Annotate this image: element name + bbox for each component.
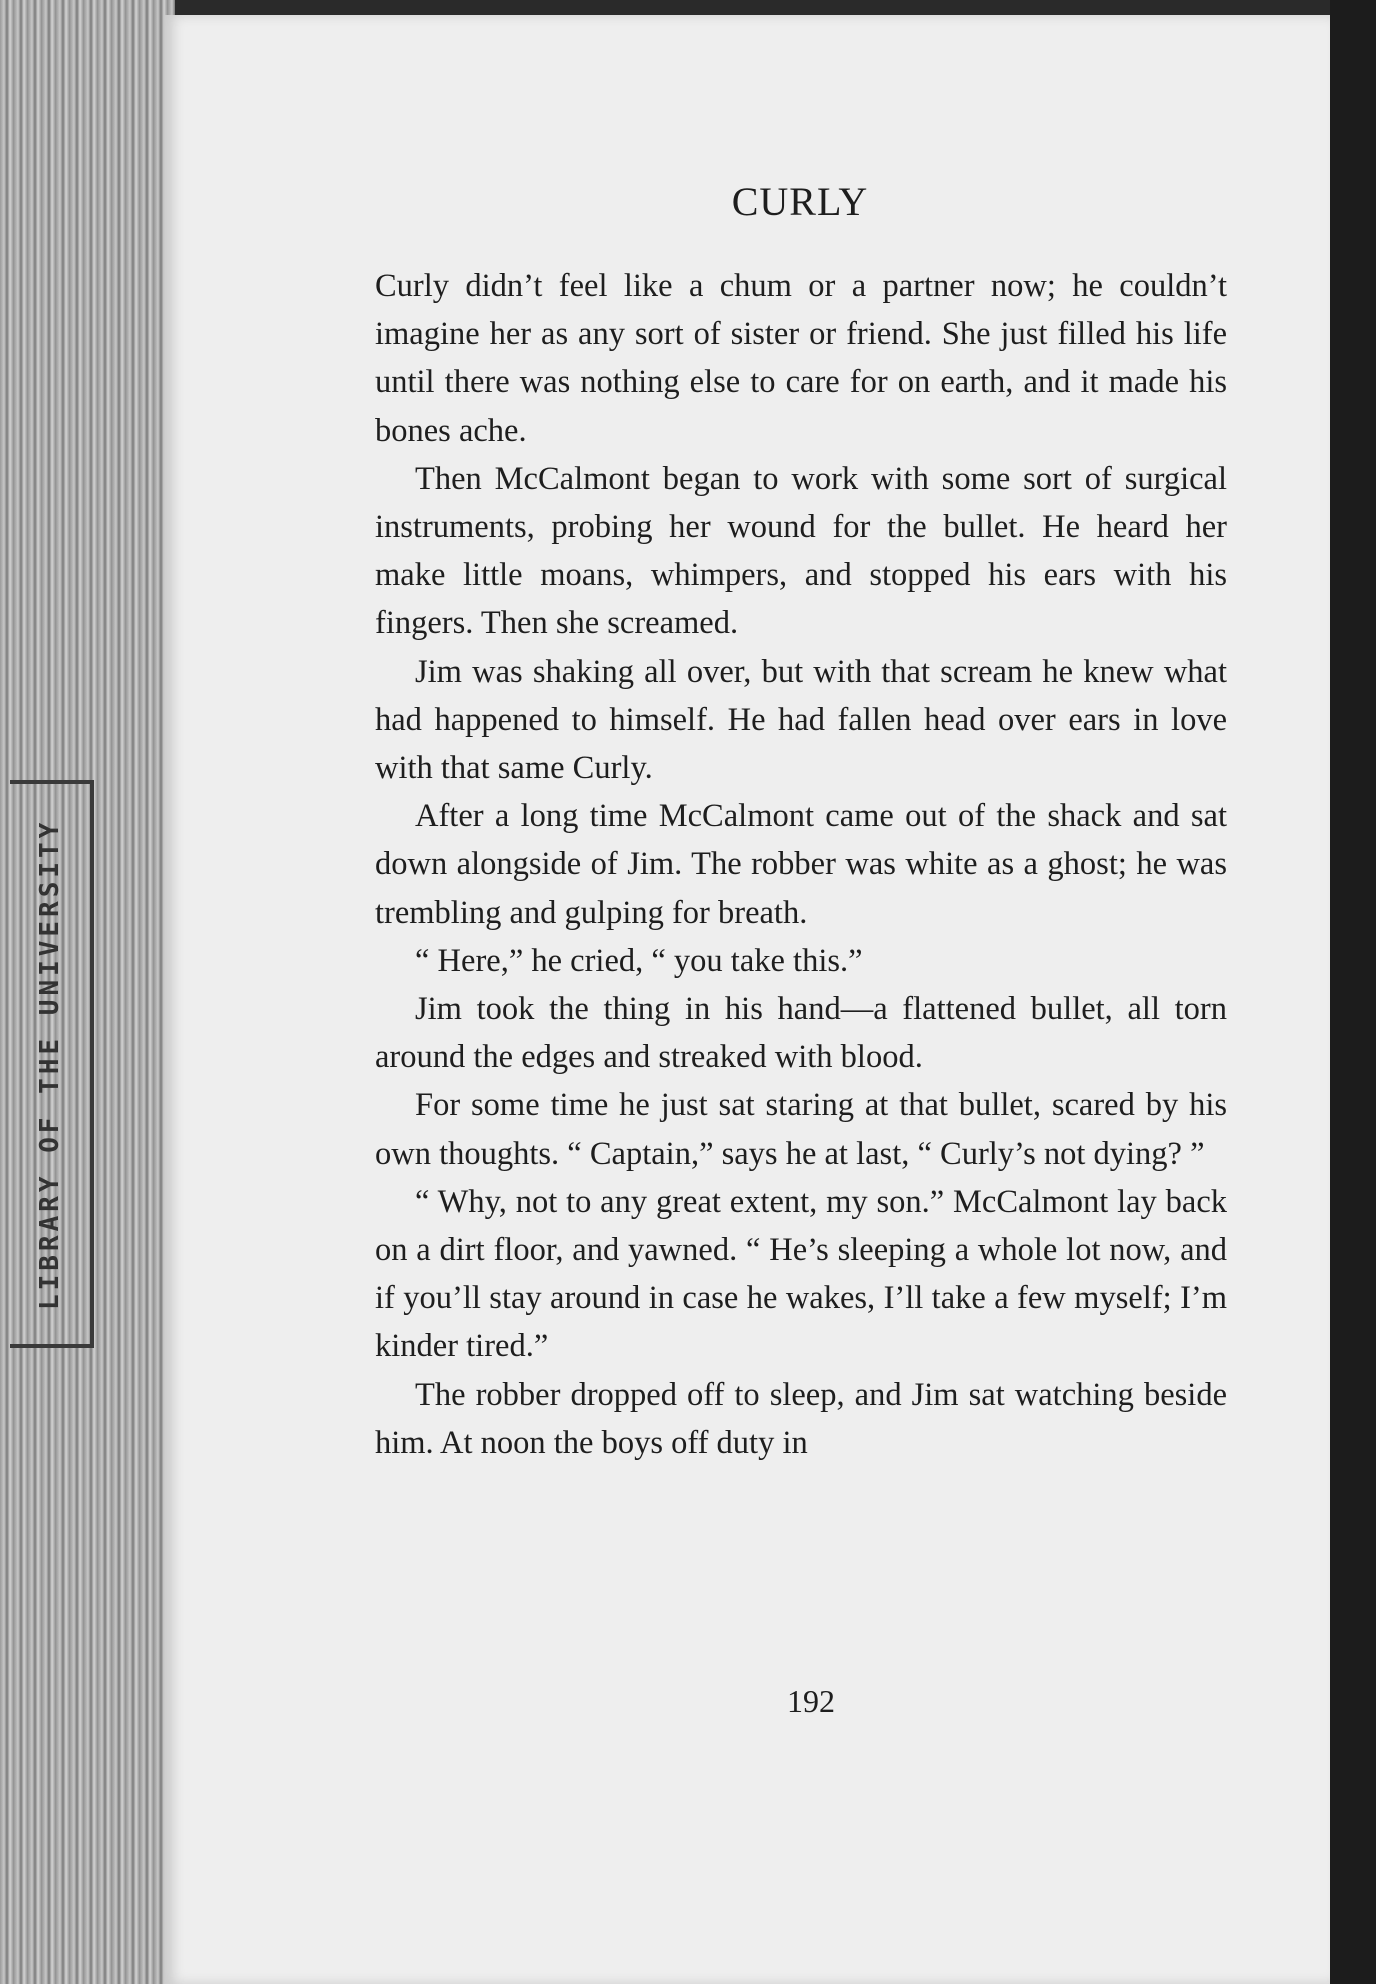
paragraph: After a long time McCalmont came out of the shack and sat down alongside of Jim. The robber was white as a ghost; he was trembling and gulping for breath. <box>375 798 1227 931</box>
paragraph: Jim took the thing in his hand—a flattened bullet, all torn around the edges and streaked with blood. <box>375 991 1227 1076</box>
paragraph: The robber dropped off to sleep, and Jim sat watching beside him. At noon the boys off duty in <box>375 1376 1227 1461</box>
page-number: 192 <box>787 1683 835 1719</box>
body-text <box>375 262 1227 1467</box>
paragraph: Curly didn’t feel like a chum or a partner now; he couldn’t imagine her as any sort of sister or friend. She just filled his life until there was nothing else to care for on earth, and it made his bones ache. <box>375 268 1227 449</box>
paragraph: “ Why, not to any great extent, my son.” McCalmont lay back on a dirt floor, and yawned. “ He’s sleeping a whole lot now, and if you’ll stay around in case he wakes, I’ll take a few myself; I’m kinder tired.” <box>375 1183 1227 1365</box>
paragraph: For some time he just sat staring at that bullet, scared by his own thoughts. “ Captain,” says he at last, “ Curly’s not dying? ” <box>375 1087 1227 1172</box>
paragraph: “ Here,” he cried, “ you take this.” <box>415 942 863 979</box>
running-header: CURLY <box>731 179 869 224</box>
library-stamp: LIBRARY OF THE UNIVERSITY <box>10 780 94 1348</box>
paragraph: Jim was shaking all over, but with that scream he knew what had happened to himself. He had fallen head over ears in love with that same Curly. <box>375 653 1227 787</box>
paragraph: Then McCalmont began to work with some sort of surgical instruments, probing her wound for the bullet. He heard her make little moans, whimpers, and stopped his ears with his fingers. Then she screamed. <box>375 460 1227 642</box>
